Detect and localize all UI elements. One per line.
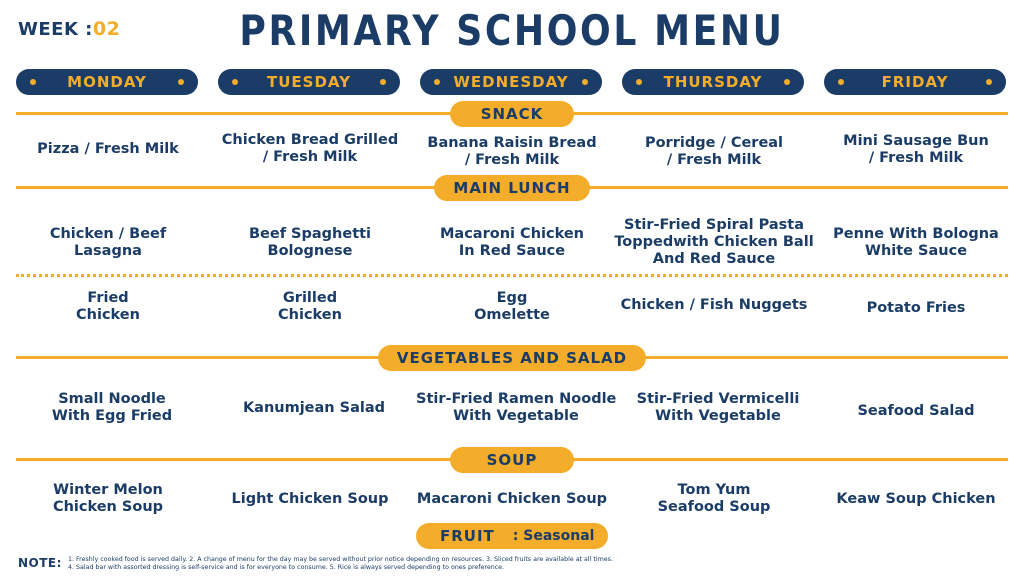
day-header-row	[16, 69, 1008, 95]
day-label: MONDAY	[67, 73, 147, 91]
main-lunch-wednesday	[412, 226, 612, 260]
menu-line: Keaw Soup Chicken	[836, 491, 996, 507]
soup-thursday	[614, 482, 814, 516]
main-lunch-monday	[8, 226, 208, 260]
dot-icon	[434, 79, 440, 85]
side-friday	[816, 300, 1016, 317]
veg-friday	[816, 403, 1016, 420]
menu-line: Banana Raisin Bread	[427, 135, 597, 151]
menu-line: Chicken Bread Grilled	[221, 132, 399, 148]
veg-tuesday	[214, 400, 414, 417]
main-lunch-thursday	[614, 217, 814, 268]
snack-wednesday	[412, 135, 612, 169]
week-number: 02	[92, 18, 121, 40]
menu-line: Chicken / Beef	[49, 226, 167, 242]
menu-line: Beef Spaghetti	[248, 226, 372, 242]
menu-line: Porridge / Cereal	[644, 135, 784, 151]
menu-line: Stir-Fried Vermicelli	[636, 391, 800, 407]
menu-line: With Vegetable	[655, 408, 781, 424]
section-snack-label: SNACK	[450, 101, 574, 127]
menu-line: White Sauce	[864, 243, 968, 259]
menu-line: Omelette	[474, 307, 550, 323]
day-tuesday	[218, 69, 400, 95]
snack-friday	[816, 133, 1016, 167]
section-fruit-label	[416, 523, 608, 549]
side-tuesday	[210, 290, 410, 324]
menu-line: Seafood Soup	[657, 499, 771, 515]
dot-icon	[838, 79, 844, 85]
note-text	[68, 556, 613, 572]
menu-line: Stir-Fried Ramen Noodle	[416, 391, 617, 407]
dot-icon	[232, 79, 238, 85]
soup-tuesday	[210, 491, 410, 508]
menu-line: Potato Fries	[866, 300, 966, 316]
menu-line: Seafood Salad	[857, 403, 975, 419]
fruit-heading: FRUIT	[440, 527, 495, 545]
week-label-text: WEEK :	[18, 19, 93, 40]
section-vegetables-label: VEGETABLES AND SALAD	[378, 345, 646, 371]
menu-line: Chicken	[278, 307, 342, 323]
dot-icon	[178, 79, 184, 85]
menu-line: Lasagna	[74, 243, 142, 259]
veg-thursday	[618, 391, 818, 425]
day-monday	[16, 69, 198, 95]
note-line-1: 1. Freshly cooked food is served daily. 2. A change of menu for the day may be served without prior notice depending on resources. 3. Sliced fruits are available at all times.	[68, 556, 613, 563]
note-line-2: 4. Salad bar with assorted dressing is self-service and is for everyone to consume. 5. Rice is always served depending to ones preference.	[68, 564, 505, 571]
menu-line: Bolognese	[267, 243, 353, 259]
day-friday	[824, 69, 1006, 95]
veg-wednesday	[416, 391, 616, 425]
menu-line: Grilled	[282, 290, 338, 306]
menu-line: / Fresh Milk	[868, 150, 964, 166]
menu-line: Chicken	[76, 307, 140, 323]
menu-line: Winter Melon	[53, 482, 163, 498]
note-label: NOTE:	[18, 556, 62, 570]
day-label: WEDNESDAY	[453, 73, 569, 91]
snack-tuesday	[210, 132, 410, 166]
dot-icon	[30, 79, 36, 85]
menu-line: Chicken / Fish Nuggets	[620, 297, 808, 313]
side-thursday	[614, 297, 814, 314]
dot-icon	[636, 79, 642, 85]
side-monday	[8, 290, 208, 324]
dot-icon	[986, 79, 992, 85]
soup-monday	[8, 482, 208, 516]
veg-monday	[12, 391, 212, 425]
menu-line: Light Chicken Soup	[231, 491, 389, 507]
day-label: FRIDAY	[881, 73, 949, 91]
divider-main-lunch-split	[16, 274, 1008, 277]
snack-monday	[8, 141, 208, 158]
main-lunch-friday	[816, 226, 1016, 260]
menu-line: Kanumjean Salad	[242, 400, 386, 416]
menu-line: Tom Yum	[677, 482, 751, 498]
day-thursday	[622, 69, 804, 95]
day-label: THURSDAY	[663, 73, 763, 91]
section-main-lunch-label: MAIN LUNCH	[434, 175, 590, 201]
menu-line: And Red Sauce	[652, 251, 776, 267]
soup-friday	[816, 491, 1016, 508]
menu-line: Mini Sausage Bun	[843, 133, 989, 149]
dot-icon	[582, 79, 588, 85]
menu-line: With Vegetable	[453, 408, 579, 424]
day-label: TUESDAY	[267, 73, 351, 91]
menu-line: Toppedwith Chicken Ball	[614, 234, 814, 250]
fruit-value: : Seasonal	[512, 528, 595, 544]
menu-line: Penne With Bologna	[833, 226, 999, 242]
soup-wednesday	[412, 491, 612, 508]
dot-icon	[380, 79, 386, 85]
menu-line: Pizza / Fresh Milk	[37, 141, 179, 157]
menu-line: Chicken Soup	[52, 499, 164, 515]
section-soup-label: SOUP	[450, 447, 574, 473]
menu-line: Fried	[87, 290, 129, 306]
page-title: PRIMARY SCHOOL MENU	[239, 6, 785, 55]
menu-line: Macaroni Chicken	[440, 226, 584, 242]
dot-icon	[784, 79, 790, 85]
menu-line: Small Noodle	[58, 391, 166, 407]
menu-line: In Red Sauce	[458, 243, 566, 259]
menu-line: Egg	[496, 290, 528, 306]
main-lunch-tuesday	[210, 226, 410, 260]
menu-line: / Fresh Milk	[464, 152, 560, 168]
menu-line: / Fresh Milk	[262, 149, 358, 165]
side-wednesday	[412, 290, 612, 324]
day-wednesday	[420, 69, 602, 95]
menu-line: Macaroni Chicken Soup	[416, 491, 608, 507]
snack-thursday	[614, 135, 814, 169]
menu-line: Stir-Fried Spiral Pasta	[624, 217, 804, 233]
menu-line: / Fresh Milk	[666, 152, 762, 168]
menu-line: With Egg Fried	[51, 408, 173, 424]
